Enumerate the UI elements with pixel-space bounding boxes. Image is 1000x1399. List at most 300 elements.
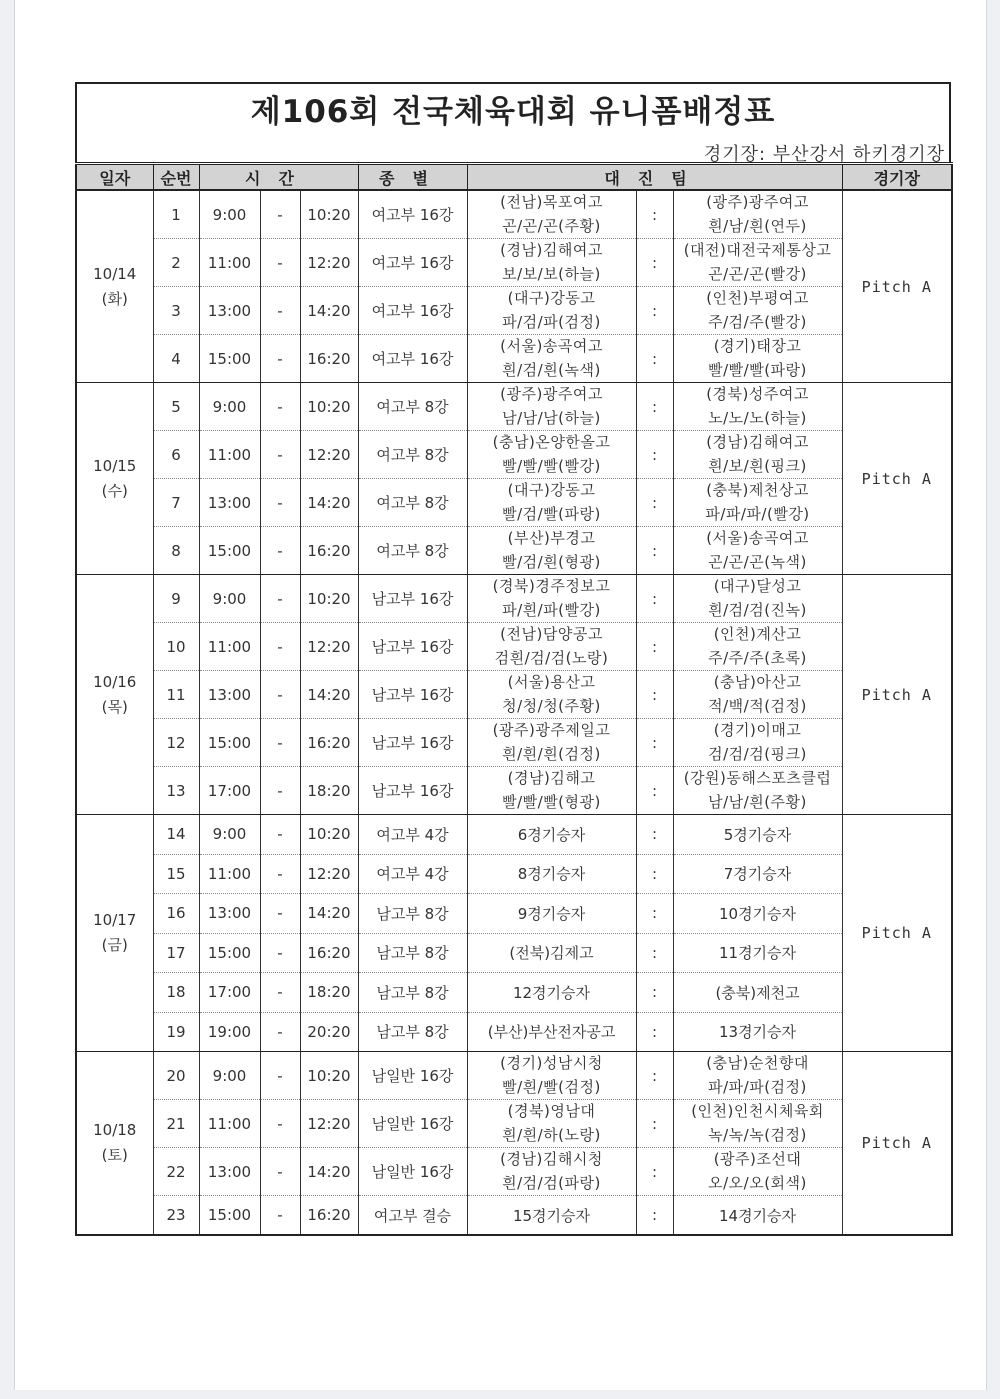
team-b-cell [673,1012,842,1052]
end-time: 12:20 [300,431,358,479]
team-name: 9경기승자 [517,904,586,923]
document-page [14,0,987,1390]
table-row [76,894,952,934]
table-row [76,1148,952,1196]
team-name: (경북)영남대 [507,1102,596,1120]
team-name: (경남)김해시청 [500,1150,603,1168]
end-time: 16:20 [300,933,358,973]
vs-separator: : [636,719,673,767]
start-time: 13:00 [199,287,260,335]
team-b-cell [673,1052,842,1100]
end-time: 12:20 [300,239,358,287]
team-name: (인천)부평여고 [706,289,809,307]
category-cell: 남고부 8강 [358,1012,467,1052]
team-name: (경기)성남시청 [500,1054,603,1072]
end-time: 14:20 [300,894,358,934]
uniform-colors: 파/파/파/(빨강) [705,504,810,523]
uniform-colors: 흰/보/흰(핑크) [708,456,807,475]
team-b-cell [673,1148,842,1196]
team-name: (서울)용산고 [507,673,596,691]
uniform-colors: 검흰/검/검(노랑) [494,648,609,667]
team-a-cell [467,894,636,934]
start-time: 11:00 [199,854,260,894]
team-a-cell [467,335,636,383]
team-b-cell [673,894,842,934]
time-dash: - [260,719,300,767]
uniform-colors: 흰/흰/흰(검정) [502,744,601,763]
uniform-colors: 흰/검/검(진녹) [708,600,807,619]
table-row [76,1012,952,1052]
team-name: (경기)태장고 [713,337,802,355]
venue-cell [842,815,952,1052]
game-number: 8 [153,527,199,575]
team-name: 5경기승자 [723,825,792,844]
end-time: 14:20 [300,671,358,719]
team-b-cell [673,933,842,973]
start-time: 11:00 [199,1100,260,1148]
header-category: 종별 [358,164,467,191]
team-name: 7경기승자 [723,865,792,884]
time-dash: - [260,479,300,527]
table-row [76,719,952,767]
header-date: 일자 [76,164,153,191]
game-number: 13 [153,767,199,815]
venue-cell [842,383,952,575]
team-name: (부산)부경고 [507,529,596,547]
vs-separator: : [636,623,673,671]
team-a-cell [467,671,636,719]
team-b-cell [673,973,842,1013]
game-number: 22 [153,1148,199,1196]
start-time: 15:00 [199,527,260,575]
time-dash: - [260,239,300,287]
uniform-colors: 곤/곤/곤(녹색) [708,552,807,571]
team-name: (경남)김해여고 [706,433,809,451]
team-name: (경남)김해고 [507,769,596,787]
uniform-colors: 빨/빨/빨(파랑) [708,360,807,379]
table-row [76,287,952,335]
vs-separator: : [636,973,673,1013]
date-text: 10/16 [93,672,137,691]
table-row [76,933,952,973]
uniform-colors: 곤/곤/곤(주황) [502,216,601,235]
uniform-colors: 청/청/청(주황) [502,696,601,715]
team-b-cell [673,431,842,479]
team-a-cell [467,239,636,287]
time-dash: - [260,894,300,934]
team-a-cell [467,854,636,894]
time-dash: - [260,1052,300,1100]
team-b-cell [673,1100,842,1148]
start-time: 17:00 [199,973,260,1013]
vs-separator: : [636,287,673,335]
start-time: 9:00 [199,815,260,855]
game-number: 6 [153,431,199,479]
category-cell: 여고부 8강 [358,431,467,479]
venue-cell [842,575,952,815]
end-time: 14:20 [300,287,358,335]
team-b-cell [673,854,842,894]
team-name: 8경기승자 [517,865,586,884]
team-name: 11경기승자 [718,944,797,963]
end-time: 16:20 [300,335,358,383]
team-name: (충북)제천상고 [706,481,809,499]
team-a-cell [467,719,636,767]
venue-cell [842,1052,952,1236]
header-time: 시간 [199,164,358,191]
team-name: (대전)대전국제통상고 [683,241,832,259]
table-row [76,383,952,431]
start-time: 13:00 [199,671,260,719]
game-number: 15 [153,854,199,894]
table-row [76,854,952,894]
uniform-colors: 파/파/파(검정) [708,1077,807,1096]
table-row [76,815,952,855]
start-time: 15:00 [199,719,260,767]
weekday-text: (토) [101,1146,128,1164]
weekday-text: (수) [101,481,128,500]
end-time: 16:20 [300,719,358,767]
uniform-colors: 오/오/오(회색) [708,1173,807,1192]
team-name: 14경기승자 [718,1206,797,1225]
end-time: 10:20 [300,383,358,431]
date-text: 10/14 [93,264,137,283]
team-a-cell [467,623,636,671]
team-a-cell [467,767,636,815]
table-row [76,973,952,1013]
vs-separator: : [636,575,673,623]
time-dash: - [260,767,300,815]
vs-separator: : [636,239,673,287]
team-name: (충북)제천고 [715,983,800,1002]
category-cell: 남일반 16강 [358,1052,467,1100]
table-row [76,335,952,383]
team-name: (충남)아산고 [713,673,802,691]
category-cell: 남일반 16강 [358,1100,467,1148]
team-a-cell [467,527,636,575]
end-time: 16:20 [300,1196,358,1236]
team-b-cell [673,815,842,855]
end-time: 10:20 [300,1052,358,1100]
vs-separator: : [636,815,673,855]
document-title: 제106회 전국체육대회 유니폼배정표 [250,94,776,130]
uniform-colors: 흰/검/흰(녹색) [502,360,601,379]
category-cell: 여고부 16강 [358,335,467,383]
team-name: (대구)강동고 [507,289,596,307]
table-row [76,239,952,287]
team-name: 6경기승자 [517,825,586,844]
team-name: (경기)이매고 [713,721,802,739]
uniform-colors: 곤/곤/곤(빨강) [708,264,807,283]
category-cell: 여고부 8강 [358,479,467,527]
uniform-colors: 파/흰/파(빨강) [502,600,601,619]
category-cell: 여고부 16강 [358,190,467,239]
game-number: 14 [153,815,199,855]
uniform-colors: 빨/빨/빨(형광) [502,792,601,811]
vs-separator: : [636,1196,673,1236]
team-a-cell [467,1052,636,1100]
time-dash: - [260,1100,300,1148]
team-name: (충남)온양한올고 [492,433,611,451]
vs-separator: : [636,527,673,575]
table-row [76,767,952,815]
category-cell: 남고부 8강 [358,973,467,1013]
category-cell: 남고부 8강 [358,894,467,934]
category-cell: 남고부 16강 [358,719,467,767]
table-row [76,431,952,479]
date-text: 10/17 [93,911,137,929]
schedule-table [75,162,953,1236]
vs-separator: : [636,335,673,383]
team-a-cell [467,933,636,973]
table-row [76,1052,952,1100]
uniform-colors: 적/백/적(검정) [708,696,807,715]
start-time: 13:00 [199,1148,260,1196]
document-header [75,82,951,165]
start-time: 19:00 [199,1012,260,1052]
venue-line: 경기장: 부산강서 하키경기장 [703,144,945,165]
end-time: 10:20 [300,815,358,855]
date-cell [76,815,153,1052]
end-time: 10:20 [300,575,358,623]
time-dash: - [260,815,300,855]
venue-cell [842,190,952,383]
game-number: 23 [153,1196,199,1236]
game-number: 5 [153,383,199,431]
team-name: (광주)조선대 [713,1150,802,1168]
weekday-text: (화) [101,289,128,308]
team-name: (대구)달성고 [713,577,802,595]
start-time: 11:00 [199,431,260,479]
team-b-cell [673,287,842,335]
date-text: 10/15 [93,456,137,475]
vs-separator: : [636,383,673,431]
weekday-text: (목) [101,697,128,716]
start-time: 9:00 [199,383,260,431]
time-dash: - [260,431,300,479]
time-dash: - [260,671,300,719]
pitch-label: Pitch A [861,924,932,942]
uniform-colors: 빨/빨/빨(빨강) [502,456,601,475]
team-name: (광주)광주제일고 [492,721,611,739]
team-name: (경북)성주여고 [706,385,809,403]
game-number: 9 [153,575,199,623]
time-dash: - [260,1012,300,1052]
uniform-colors: 주/검/주(빨강) [708,312,807,331]
schedule-document [75,82,951,1236]
team-b-cell [673,239,842,287]
end-time: 10:20 [300,190,358,239]
team-name: (인천)계산고 [713,625,802,643]
end-time: 12:20 [300,854,358,894]
table-row [76,479,952,527]
team-b-cell [673,1196,842,1236]
uniform-colors: 파/검/파(검정) [502,312,601,331]
header-venue: 경기장 [842,164,952,191]
team-name: (광주)광주여고 [706,193,809,211]
date-cell [76,575,153,815]
uniform-colors: 흰/검/검(파랑) [502,1173,601,1192]
team-b-cell [673,527,842,575]
end-time: 14:20 [300,1148,358,1196]
team-b-cell [673,479,842,527]
vs-separator: : [636,1100,673,1148]
start-time: 15:00 [199,1196,260,1236]
date-cell [76,190,153,383]
header-no: 순번 [153,164,199,191]
game-number: 21 [153,1100,199,1148]
vs-separator: : [636,894,673,934]
team-b-cell [673,767,842,815]
team-a-cell [467,287,636,335]
uniform-colors: 녹/녹/녹(검정) [708,1125,807,1144]
start-time: 9:00 [199,190,260,239]
category-cell: 여고부 4강 [358,854,467,894]
team-name: (서울)송곡여고 [706,529,809,547]
time-dash: - [260,575,300,623]
time-dash: - [260,383,300,431]
category-cell: 여고부 8강 [358,527,467,575]
vs-separator: : [636,479,673,527]
uniform-colors: 검/검/검(핑크) [708,744,807,763]
end-time: 18:20 [300,973,358,1013]
game-number: 2 [153,239,199,287]
end-time: 20:20 [300,1012,358,1052]
vs-separator: : [636,854,673,894]
time-dash: - [260,287,300,335]
game-number: 17 [153,933,199,973]
game-number: 16 [153,894,199,934]
game-number: 3 [153,287,199,335]
start-time: 17:00 [199,767,260,815]
team-a-cell [467,190,636,239]
category-cell: 남일반 16강 [358,1148,467,1196]
category-cell: 여고부 8강 [358,383,467,431]
team-a-cell [467,1100,636,1148]
team-name: 12경기승자 [512,983,591,1002]
team-name: 13경기승자 [718,1023,797,1042]
team-a-cell [467,973,636,1013]
vs-separator: : [636,671,673,719]
header-matchup: 대진팀 [467,164,842,191]
pitch-label: Pitch A [861,277,932,296]
team-a-cell [467,1148,636,1196]
date-cell [76,383,153,575]
vs-separator: : [636,1148,673,1196]
time-dash: - [260,623,300,671]
team-b-cell [673,575,842,623]
team-name: (전남)담양공고 [500,625,603,643]
time-dash: - [260,335,300,383]
time-dash: - [260,1148,300,1196]
game-number: 19 [153,1012,199,1052]
team-a-cell [467,431,636,479]
vs-separator: : [636,767,673,815]
team-name: (인천)인천시체육회 [691,1102,824,1120]
category-cell: 남고부 16강 [358,671,467,719]
category-cell: 여고부 결승 [358,1196,467,1236]
uniform-colors: 보/보/보(하늘) [502,264,601,283]
table-header-row [76,164,952,191]
start-time: 15:00 [199,933,260,973]
start-time: 13:00 [199,894,260,934]
category-cell: 여고부 16강 [358,239,467,287]
category-cell: 남고부 8강 [358,933,467,973]
category-cell: 여고부 16강 [358,287,467,335]
team-name: (전남)목포여고 [500,193,603,211]
end-time: 14:20 [300,479,358,527]
uniform-colors: 빨/검/흰(형광) [502,552,601,571]
team-b-cell [673,623,842,671]
end-time: 12:20 [300,1100,358,1148]
time-dash: - [260,1196,300,1236]
uniform-colors: 남/남/남(하늘) [502,408,601,427]
start-time: 9:00 [199,1052,260,1100]
weekday-text: (금) [101,936,128,954]
time-dash: - [260,190,300,239]
team-b-cell [673,190,842,239]
table-row [76,527,952,575]
team-a-cell [467,575,636,623]
start-time: 13:00 [199,479,260,527]
team-name: (경북)경주정보고 [492,577,611,595]
table-row [76,671,952,719]
team-b-cell [673,671,842,719]
team-name: (부산)부산전자공고 [487,1023,616,1042]
end-time: 18:20 [300,767,358,815]
table-row [76,1196,952,1236]
team-name: 15경기승자 [512,1206,591,1225]
uniform-colors: 흰/흰/하(노랑) [502,1125,601,1144]
uniform-colors: 노/노/노(하늘) [708,408,807,427]
team-a-cell [467,815,636,855]
time-dash: - [260,973,300,1013]
team-name: (대구)강동고 [507,481,596,499]
vs-separator: : [636,190,673,239]
uniform-colors: 빨/흰/빨(검정) [502,1077,601,1096]
team-name: (광주)광주여고 [500,385,603,403]
team-name: 10경기승자 [718,904,797,923]
start-time: 9:00 [199,575,260,623]
game-number: 1 [153,190,199,239]
team-b-cell [673,335,842,383]
team-name: (전북)김제고 [509,944,594,963]
pitch-label: Pitch A [861,1134,932,1152]
game-number: 12 [153,719,199,767]
category-cell: 남고부 16강 [358,575,467,623]
game-number: 11 [153,671,199,719]
game-number: 7 [153,479,199,527]
uniform-colors: 흰/남/흰(연두) [708,216,807,235]
end-time: 16:20 [300,527,358,575]
category-cell: 남고부 16강 [358,767,467,815]
start-time: 11:00 [199,239,260,287]
vs-separator: : [636,933,673,973]
category-cell: 남고부 16강 [358,623,467,671]
start-time: 11:00 [199,623,260,671]
time-dash: - [260,933,300,973]
team-name: (강원)동해스포츠클럽 [683,769,832,787]
pitch-label: Pitch A [861,469,932,488]
pitch-label: Pitch A [861,685,932,704]
start-time: 15:00 [199,335,260,383]
team-b-cell [673,719,842,767]
table-row [76,190,952,239]
team-name: (충남)순천향대 [706,1054,809,1072]
table-row [76,623,952,671]
time-dash: - [260,527,300,575]
end-time: 12:20 [300,623,358,671]
